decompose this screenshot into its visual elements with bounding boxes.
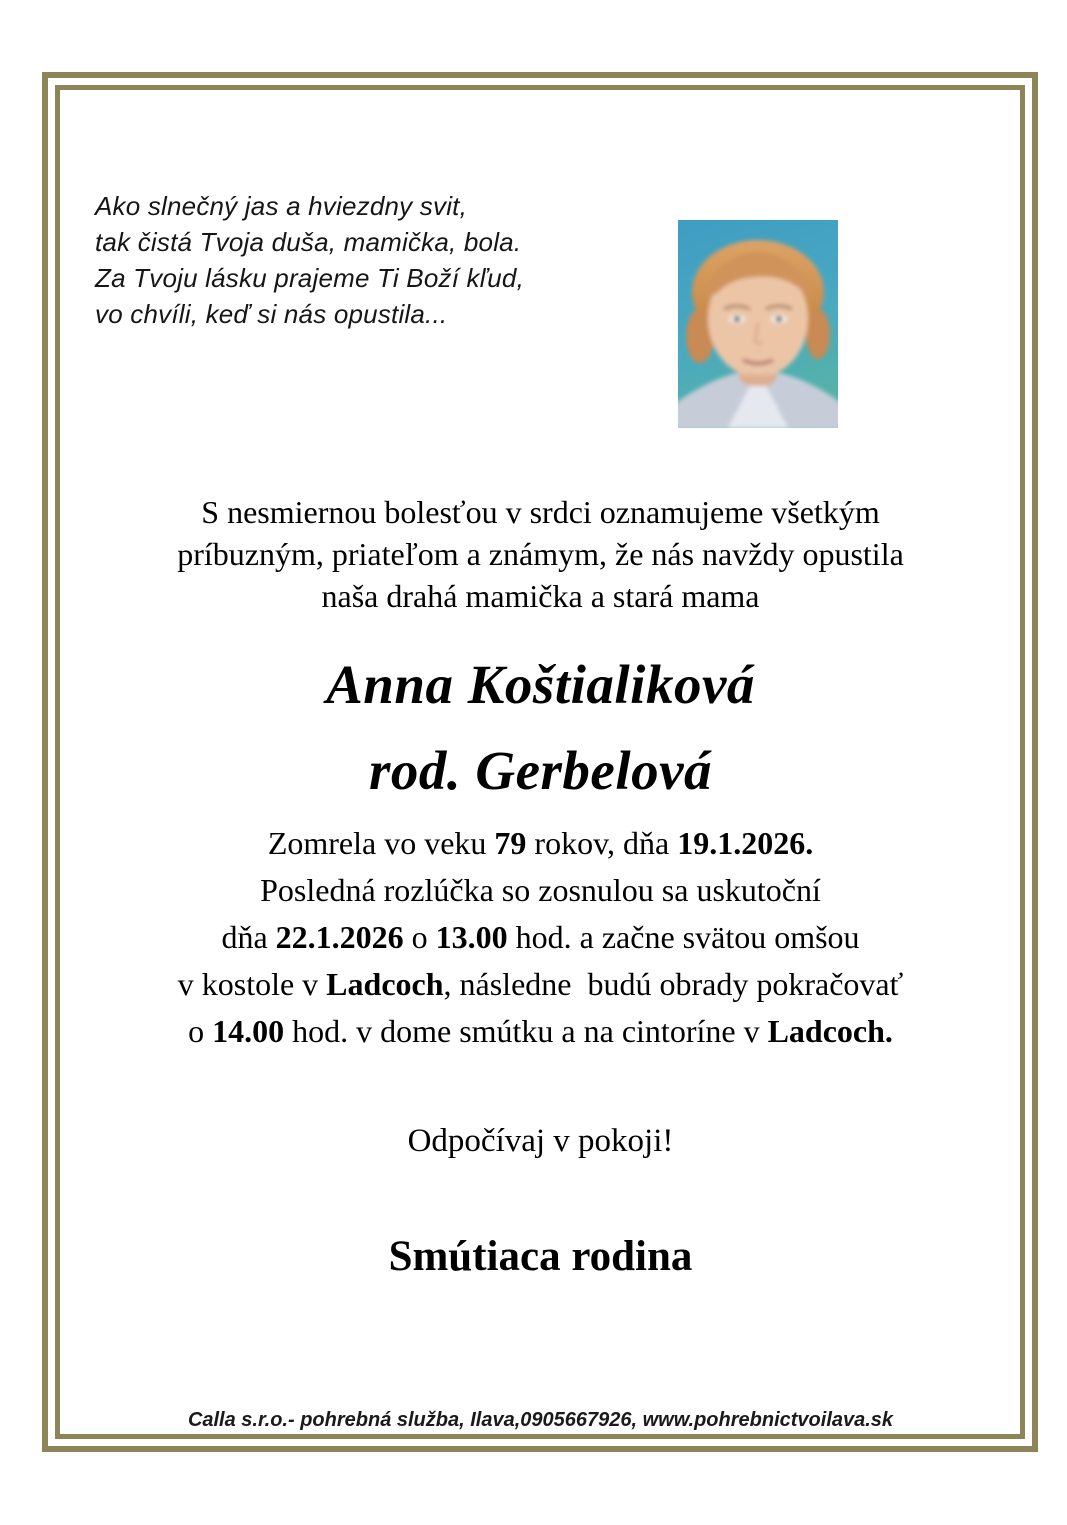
funeral-details-line: Posledná rozlúčka so zosnulou sa uskutoční: [260, 872, 821, 908]
announcement-intro-line: naša drahá mamička a stará mama: [321, 578, 760, 614]
funeral-details: [42, 820, 1039, 1055]
announcement-intro-line: S nesmiernou bolesťou v srdci oznamujeme všetkým: [201, 494, 880, 530]
deceased-maiden-name: rod. Gerbelová: [368, 740, 713, 801]
poem-line: Ako slnečný jas a hviezdny svit,: [95, 191, 468, 221]
poem-line: Za Tvoju lásku prajeme Ti Boží kľud,: [95, 263, 525, 293]
announcement-intro: [42, 491, 1039, 617]
photo-hair-curl-right: [806, 309, 830, 359]
poem-line: vo chvíli, keď si nás opustila...: [95, 299, 448, 329]
announcement-intro-line: príbuzným, priateľom a známym, že nás navždy opustila: [177, 536, 904, 572]
memorial-poem: [95, 188, 524, 332]
deceased-name-block: [42, 642, 1039, 814]
funeral-home-footer: Calla s.r.o.- pohrebná služba, Ilava,0905667926, www.pohrebnictvoilava.sk: [187, 1409, 894, 1431]
funeral-details-line: Zomrela vo veku 79 rokov, dňa 19.1.2026.: [267, 825, 814, 861]
photo-iris-left: [734, 316, 740, 322]
photo-iris-right: [776, 316, 782, 322]
funeral-details-line: dňa 22.1.2026 o 13.00 hod. a začne svätou omšou: [221, 919, 860, 955]
funeral-details-line: o 14.00 hod. v dome smútku a na cintoríne v Ladcoch.: [188, 1013, 893, 1049]
rest-in-peace-text: Odpočívaj v pokoji!: [407, 1123, 674, 1159]
portrait-photo: [678, 220, 838, 428]
portrait-illustration: [678, 220, 838, 428]
funeral-details-line: v kostole v Ladcoch, následne budú obrady pokračovať: [177, 966, 904, 1002]
poem-line: tak čistá Tvoja duša, mamička, bola.: [95, 227, 522, 257]
mourning-family-signature: Smútiaca rodina: [388, 1233, 693, 1280]
deceased-name: Anna Koštialiková: [326, 654, 755, 715]
